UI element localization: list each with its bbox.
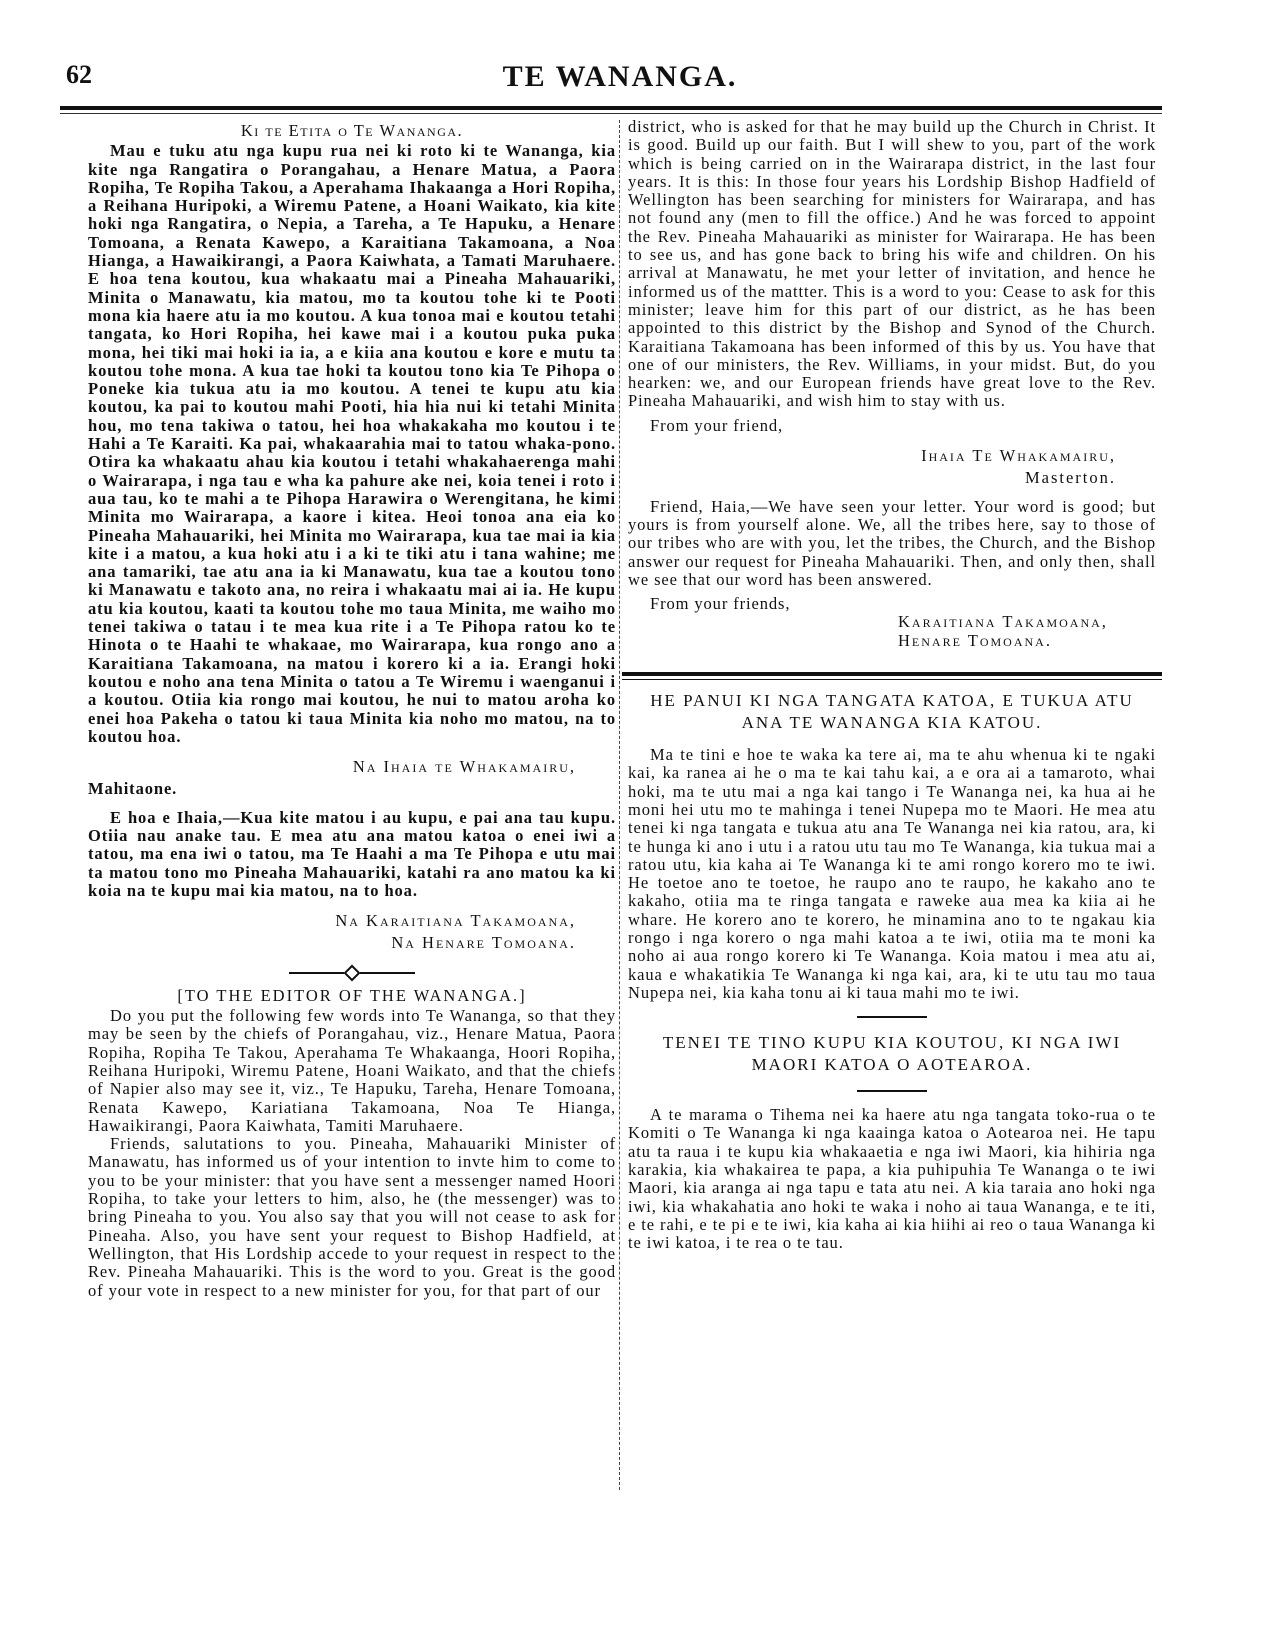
english-letter-title: [TO THE EDITOR OF THE WANANGA.] [177,985,527,1005]
short-rule [857,1090,927,1092]
english-letter-continued: district, who is asked for that he may build up the Church in Christ. It is good. Build up our faith. But I will shew to you, part of the work which is being carried on in the Wairarapa district, in the last four years. It is this: In those four years his Lordship Bishop Hadfield of Wellington has been searching for ministers for Wairarapa, and has not found any (men to fill the office.) And he was forced to appoint the Rev. Pineaha Mahauariki as minister for Wairarapa. He has been to see us, and has gone back to bring his wife and children. On his arrival at Manawatu, he met your letter of invitation, and hence he informed us of the mattter. This is a word to you: Cease to ask for this minister; leave him for this part of our district, as he has been appointed to this district by the Bishop and Synod of the Church. Karaitiana Takamoana has been informed of this by us. You have that one of our ministers, the Rev. Williams, in your midst. But, do you hearken: we, and our European friends have great love to the Rev. Pineaha Mahauariki, and wish him to stay with us. [628,117,1156,411]
english-letter-para-2: Friends, salutations to you. Pineaha, Mahauariki Minister of Manawatu, has informed us of your intention to invte him to come to you to be your minister: that you have sent a messenger named Hoori Ropiha, to take your letters to him, also, he (the messenger) was to bring Pineaha to you. You also say that you will not cease to ask for Pineaha. Also, you have sent your request to Bishop Hadfield, at Wellington, that His Lordship accede to your request in respect to the Rev. Pineaha Mahauariki. This is the word to you. Great is the good of your vote in respect to a new minister for you, for that part of our [88,1134,616,1300]
notice-2-heading: TENEI TE TINO KUPU KIA KOUTOU, KI NGA IWI MAORI KATOA O AOTEAROA. [662,1033,1122,1075]
signature-2a: Karaitiana Takamoana, [898,612,1108,632]
signature-1: Ihaia Te Whakamairu, [921,446,1116,466]
maori-reply-signature-2: Na Henare Tomoana. [391,933,576,953]
maori-reply-body: E hoa e Ihaia,—Kua kite matou i au kupu, e pai ana tau kupu. Otiia nau anake tau. E mea atu ana matou katoa o enei iwi a tatou, ma ena iwi o tatou, ma Te Haahi a ma Te Pihopa e utu mai ta matou tono mo Pineaha Mahauariki, katahi ra ano matou ka ki koia na te kupu mai kia matou, na to hoa. [88,807,616,900]
closing-2: From your friends, [650,594,791,614]
column-divider [619,120,620,1490]
notice-1-body: Ma te tini e hoe te waka ka tere ai, ma te ahu whenua ki te ngaki kai, ka ranea ai he o ma te kai tahu kai, a e ora ai a tamaroto, whai hoki, ma te utu mai a nga kai tango i Te Wananga nei, ka hua ai he moni hei utu mo te mahinga i tenei Nupepa mo te Maori. He mea atu tenei ki nga tangata e tukua atu ana Te Wananga nei kia ratou, ara, ki te hunga ki ano i utu i a ratou utu tau mo Te Wananga, kia tukua mai a ratou utu, kia kaha ai Te Wananga ki te ami rongo korero mo te iwi. He toetoe ano te toetoe, he raupo ano te raupo, he kakaho ano te kakaho, otiia ma te ringa tangata e raweke aua mea ka kiia ai he whare. He korero ano te korero, he minamina ano to te ngakau kia rongo i nga korero o nga mahi katoa a te iwi, otiia ma te moni ka noho ai aua rongo korero ki Te Wananga. Koia matou i mea atu ai, kaua e whakatikia Te Wananga ki nga kai, ara, ki te utu tau mo taua Nupepa nei, kia kaha tonu ai ki taua mahi mo te iwi. [628,745,1156,1002]
left-column [88,118,616,1300]
maori-letter-title: Ki te Etita o Te Wananga. [240,121,464,140]
notice-1-heading: HE PANUI KI NGA TANGATA KATOA, E TUKUA ATU ANA TE WANANGA KIA KATOU. [650,691,1134,733]
signature-2b: Henare Tomoana. [898,630,1052,650]
header-rule-thin [60,113,1162,114]
short-rule [857,1016,927,1018]
english-reply-body: Friend, Haia,—We have seen your letter. Your word is good; but yours is from yourself alone. We, all the tribes here, say to those of our tribes who are with you, let the tribes, the Church, and the Bishop answer our request for Pineaha Mahauariki. Then, and only then, shall we see that our word has been answered. [628,496,1156,589]
maori-letter-signature: Na Ihaia te Whakamairu, [352,757,576,777]
ornamental-divider [88,967,616,979]
maori-letter-place: Mahitaone. [88,779,178,799]
maori-letter-body: Mau e tuku atu nga kupu rua nei ki roto ki te Wananga, kia kite nga Rangatira o Porangahau, a Henare Matua, a Paora Ropiha, Te Ropiha Takou, a Aperahama Ihakaanga a Hori Ropiha, a Reihana Huripoki, a Wiremu Patene, a Hoani Waikato, kia kite hoki nga Rangatira, o Nepia, a Tareha, a Te Hapuku, a Henare Tomoana, a Renata Kawepo, a Karaitiana Takamoana, a Noa Hianga, a Hawaikirangi, a Paora Kaiwhata, a Tamati Maruhaere. E hoa tena koutou, kua whakaatu mai a Pineaha Mahauariki, Minita o Manawatu, kia matou, mo ta koutou tohe ki te Pooti mona kia haere atu ia mo koutou. A kua tonoa mai e koutou tetahi tangata, ko Hori Ropiha, hei kawe mai i a koutou puka puka mona, hei tiki mai hoki ia ia, a e kiia ana koutou e kore e mutu ta koutou tohe mona. A kua tae hoki ta koutou tono kia Te Pihopa o Poneke kia tukua atu ia mo koutou. A tenei te kupu atu kia koutou, ka pai to koutou mahi Pooti, hia hia nui ki tetahi Minita hou, mo tena takiwa o tatou, hei hoa whakakaha mo koutou i te Hahi a Te Karaiti. Ka pai, whakaarahia mai to tatou whaka-pono. Otira ka whakaatu ahau kia koutou i tetahi whakahaerenga mahi o Wairarapa, i nga tau e wha ka pahure ake nei, koia tenei i roto i aua tau, ko te mahi a te Pihopa Harawira o Werengitana, he kimi Minita mo Wairarapa, a kaore i kitea. Heoi tonoa ana eia ko Pineaha Mahauariki, hei Minita mo Wairarapa, kua tae mai ia kia kite i a matou, a kua hoki atu i a ki te tiki atu i tana wahine; me ana tamariki, tae atu ana ia ki Manawatu, kua tae a koutou tono ki Manawatu e takoto ana, no reira i whakaatu mai ai ia. He kupu atu kia koutou, kaati ta koutou tohe mo taua Minita, me waiho mo tenei takiwa o tatau i te mea kua rite i a Te Pihopa ratou ko te Hinota o te Haahi te whakaae, mo Wairarapa, kua rongo ano a Karaitiana Takamoana, na matou i korero ki a ia. Erangi hoki koutou e noho ana tena Minita o tatou a Te Wiremu i waenganui i a koutou. Otiia kia rongo mai koutou, he nui to matou aroha ko enei hoa Pakeha o tatou ki taua Minita kia noho mo matou, na to koutou hoa. [88,141,616,746]
place-1: Masterton. [1024,468,1116,488]
header-rule [60,106,1162,110]
english-letter-para-1: Do you put the following few words into Te Wananga, so that they may be seen by the chiefs of Porangahau, viz., Henare Matua, Paora Ropiha, Ropiha Te Takou, Aperahama Te Whakaanga, Hoori Ropiha, Reihana Huripoki, Wiremu Patene, Hoani Waikato, and that the chiefs of Napier also may see it, viz., Te Hapuku, Tareha, Henare Tomoana, Renata Kawepo, Kariatiana Takamoana, Noa Te Hianga, Hawaikirangi, Paora Kaiwhata, Tamiti Maruhaere. [88,1006,616,1135]
notice-2-body: A te marama o Tihema nei ka haere atu nga tangata toko-rua o te Komiti o Te Wananga ki nga kaainga katoa o Aotearoa nei. He tapu atu ta raua i te kupu kia whakaaetia e nga iwi Maori, kia hihiria nga karakia, kia whakairea te papa, a kia puhipuhia Te Wananga o te iwi Maori, kia aranga ai nga tapu e tata atu nei. A kia taraia ano hoki nga iwi, kia whakahatia ano hoki te waka i noho ai taua Wananga, e te iti, e te rahi, e te pi e te iwi, kia kaha ai kia hiihi ai reo o taua Wananga ki te iwi katoa, i te rea o te tau. [628,1105,1156,1253]
closing-1: From your friend, [650,415,784,435]
page-number: 62 [66,60,92,89]
maori-reply-signature-1: Na Karaitiana Takamoana, [335,911,576,931]
section-double-rule [622,672,1162,680]
newspaper-title: TE WANANGA. [502,60,738,93]
right-column [628,118,1156,1253]
